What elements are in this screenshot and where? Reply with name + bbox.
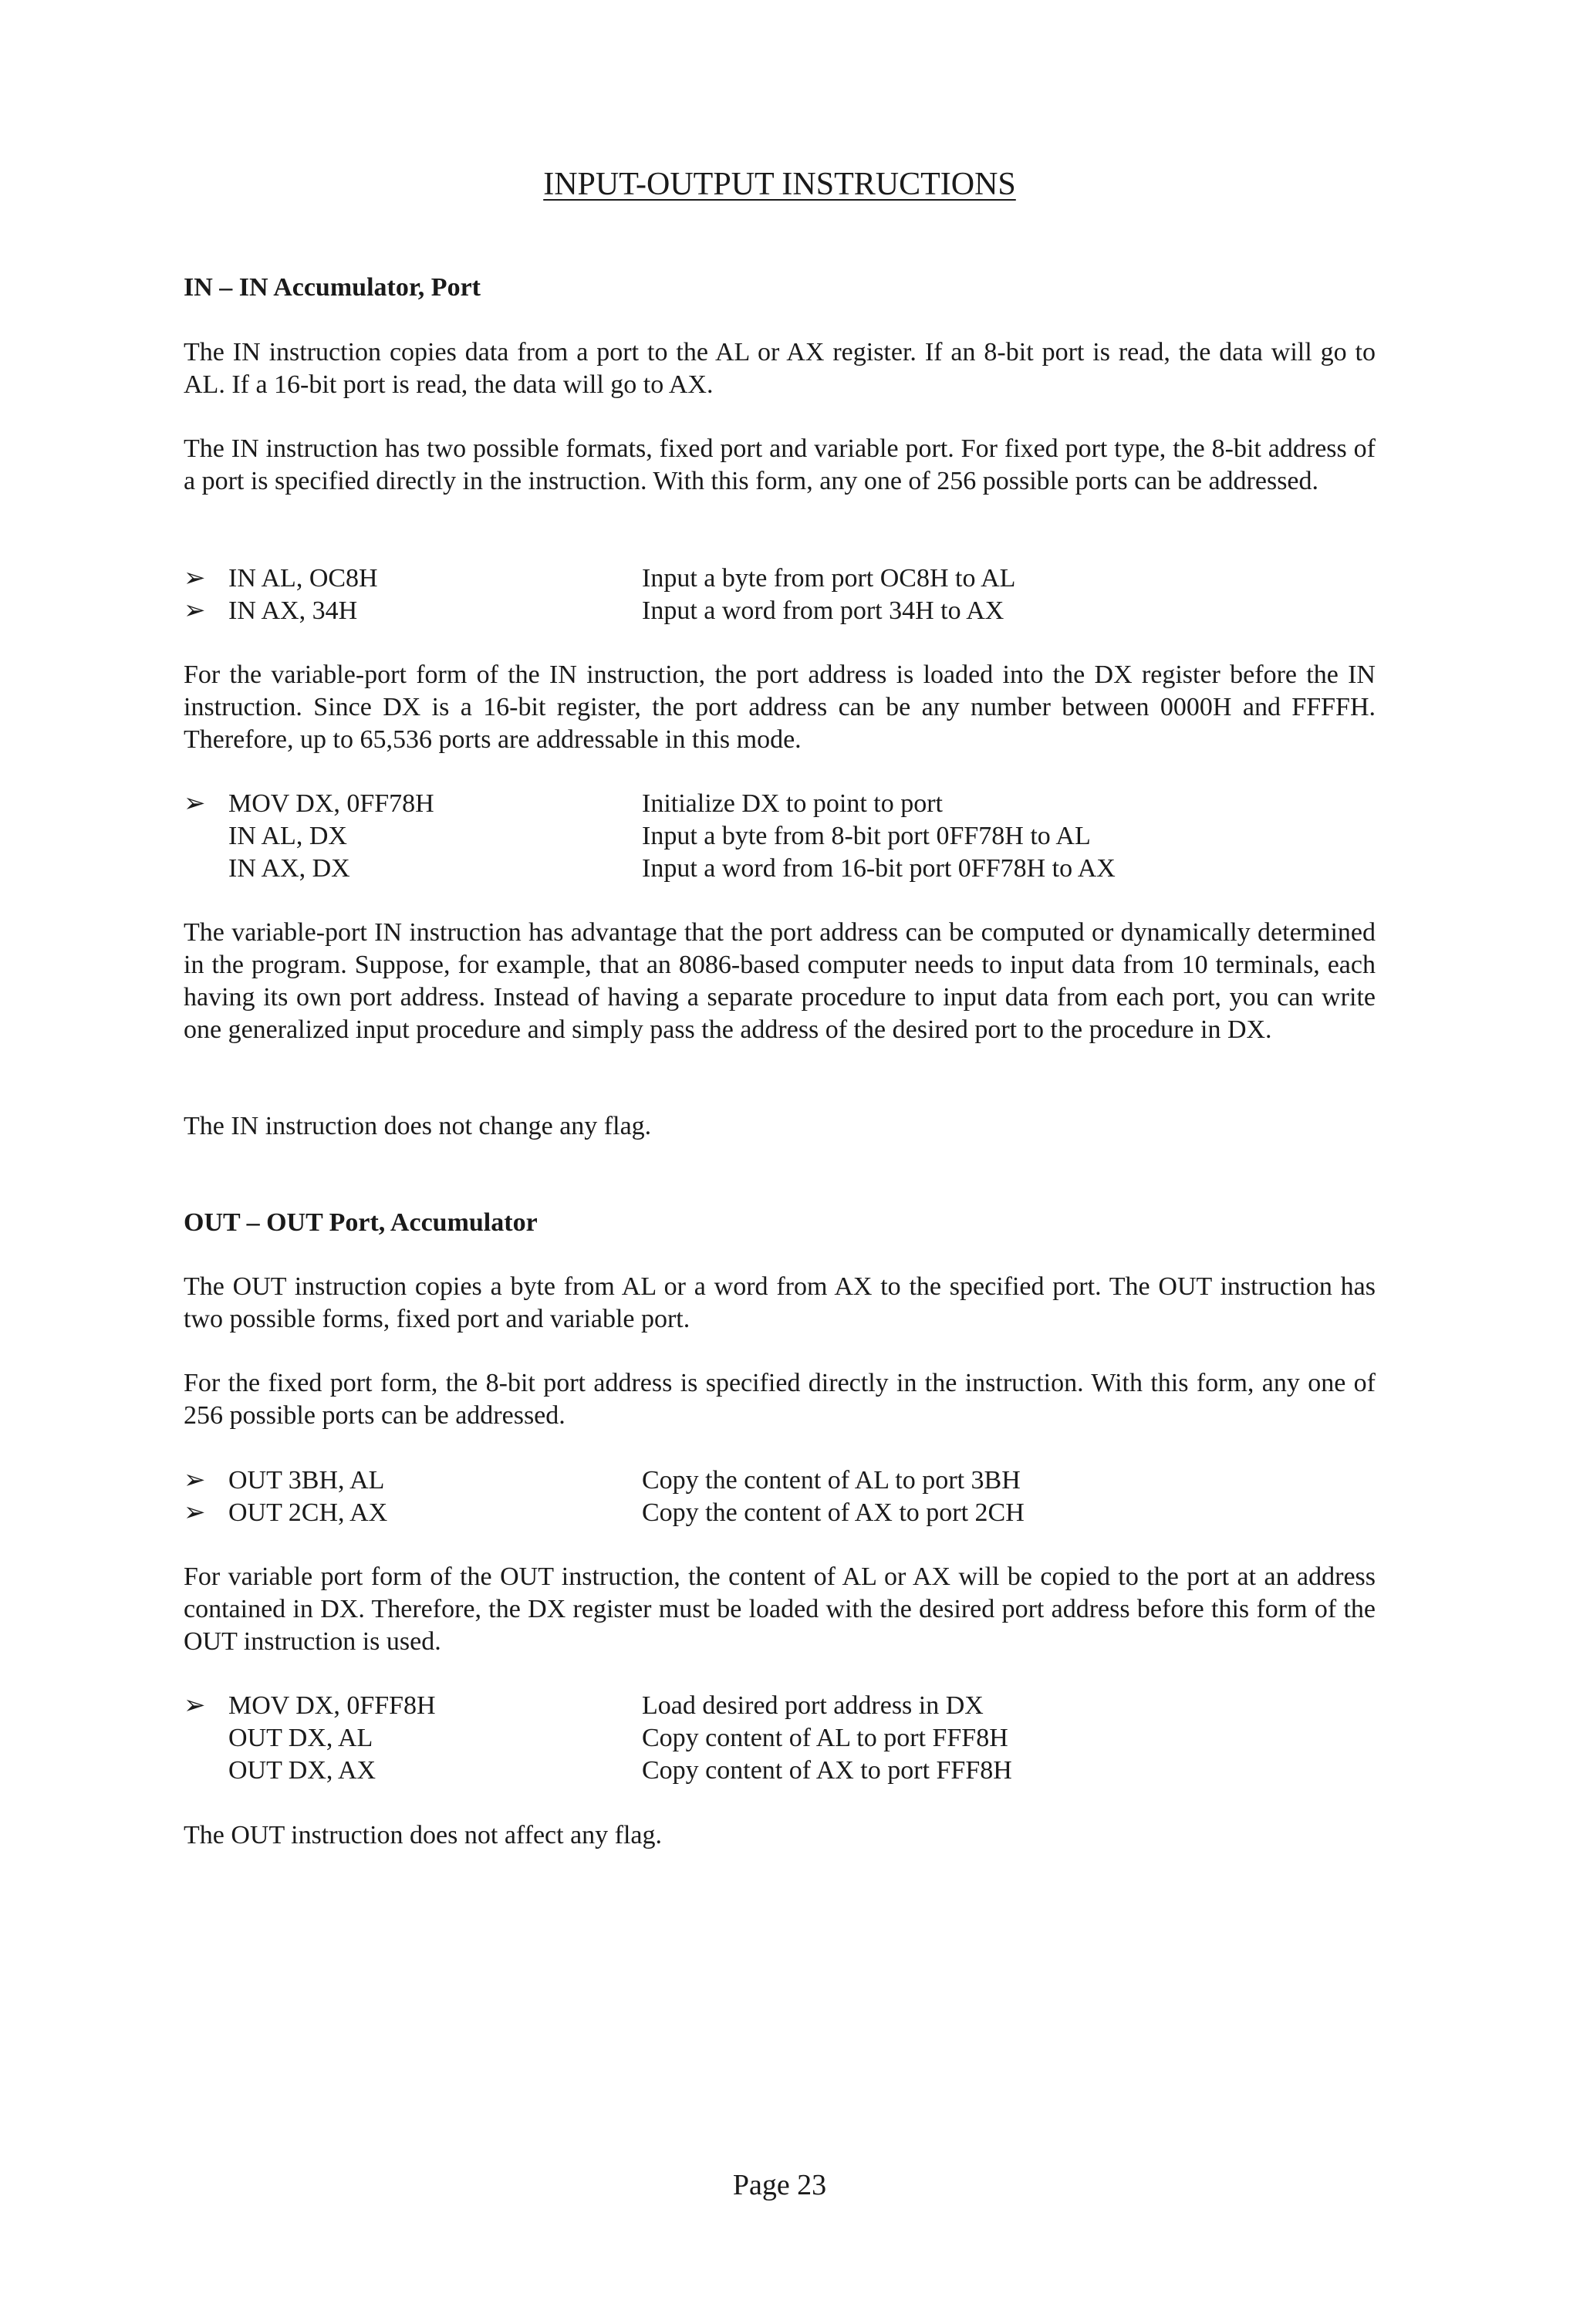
instruction-description: Input a word from port 34H to AX xyxy=(642,596,1004,625)
code-row xyxy=(184,1497,1376,1529)
instruction-code: MOV DX, 0FF78H xyxy=(228,789,434,818)
instruction-description: Copy content of AL to port FFF8H xyxy=(642,1724,1008,1752)
in-variable-examples xyxy=(184,788,1376,885)
instruction-code: IN AX, 34H xyxy=(228,596,358,625)
code-row xyxy=(184,1755,1376,1787)
instruction-description: Copy content of AX to port FFF8H xyxy=(642,1756,1012,1785)
instruction-description: Load desired port address in DX xyxy=(642,1691,984,1720)
page-title: INPUT-OUTPUT INSTRUCTIONS xyxy=(543,167,1016,202)
instruction-description: Copy the content of AL to port 3BH xyxy=(642,1466,1021,1495)
instruction-code: IN AX, DX xyxy=(228,854,350,883)
arrow-bullet-icon: ➢ xyxy=(184,1466,206,1495)
instruction-code: IN AL, DX xyxy=(228,822,347,850)
code-row xyxy=(184,595,1376,627)
code-row xyxy=(184,1722,1376,1755)
in-fixed-examples xyxy=(184,562,1376,627)
out-paragraph-3: For variable port form of the OUT instruction, the content of AL or AX will be copied to the port at an address contained in DX. Therefore, the DX register must be loaded with the desired port address before this form of the OUT instruction is used. xyxy=(184,1562,1376,1656)
in-paragraph-1: The IN instruction copies data from a port to the AL or AX register. If an 8-bit port is read, the data will go to AL. If a 16-bit port is read, the data will go to AX. xyxy=(184,338,1376,399)
in-paragraph-3: For the variable-port form of the IN instruction, the port address is loaded into the DX register before the IN instruction. Since DX is a 16-bit register, the port address can be any number between 0000H and FFFFH. Therefore, up to 65,536 ports are addressable in this mode. xyxy=(184,660,1376,754)
arrow-bullet-icon: ➢ xyxy=(184,789,206,818)
code-row xyxy=(184,1464,1376,1497)
instruction-code: MOV DX, 0FFF8H xyxy=(228,1691,436,1720)
instruction-description: Input a word from 16-bit port 0FF78H to AX xyxy=(642,854,1116,883)
page-number: Page 23 xyxy=(732,2169,827,2201)
instruction-description: Input a byte from 8-bit port 0FF78H to AL xyxy=(642,822,1091,850)
instruction-code: OUT DX, AL xyxy=(228,1724,373,1752)
document-page xyxy=(184,0,1376,2324)
in-paragraph-4: The variable-port IN instruction has advantage that the port address can be computed or dynamically determined in the program. Suppose, for example, that an 8086-based computer needs to input data from 10 terminals, each having its own port address. Instead of having a separate procedure to input data from each port, you can write one generalized input procedure and simply pass the address of the desired port to the procedure in DX. xyxy=(184,918,1376,1044)
arrow-bullet-icon: ➢ xyxy=(184,1498,206,1527)
out-paragraph-2: For the fixed port form, the 8-bit port address is specified directly in the instruction. With this form, any one of 256 possible ports can be addressed. xyxy=(184,1369,1376,1430)
code-row xyxy=(184,820,1376,853)
code-row xyxy=(184,1690,1376,1722)
instruction-code: IN AL, OC8H xyxy=(228,564,378,593)
in-paragraph-2: The IN instruction has two possible formats, fixed port and variable port. For fixed port type, the 8-bit address of a port is specified directly in the instruction. With this form, any one of 256 possible ports can be addressed. xyxy=(184,434,1376,495)
out-section-heading: OUT – OUT Port, Accumulator xyxy=(184,1208,538,1237)
out-paragraph-4: The OUT instruction does not affect any flag. xyxy=(184,1821,663,1849)
instruction-code: OUT DX, AX xyxy=(228,1756,376,1785)
instruction-description: Input a byte from port OC8H to AL xyxy=(642,564,1016,593)
instruction-code: OUT 3BH, AL xyxy=(228,1466,385,1495)
arrow-bullet-icon: ➢ xyxy=(184,564,206,593)
arrow-bullet-icon: ➢ xyxy=(184,1691,206,1720)
out-fixed-examples xyxy=(184,1464,1376,1529)
instruction-description: Copy the content of AX to port 2CH xyxy=(642,1498,1025,1527)
in-section-heading: IN – IN Accumulator, Port xyxy=(184,273,481,302)
out-paragraph-1: The OUT instruction copies a byte from AL or a word from AX to the specified port. The OUT instruction has two possible forms, fixed port and variable port. xyxy=(184,1272,1376,1333)
instruction-description: Initialize DX to point to port xyxy=(642,789,943,818)
code-row xyxy=(184,562,1376,595)
code-row xyxy=(184,853,1376,885)
instruction-code: OUT 2CH, AX xyxy=(228,1498,388,1527)
arrow-bullet-icon: ➢ xyxy=(184,596,206,625)
out-variable-examples xyxy=(184,1690,1376,1787)
in-paragraph-5: The IN instruction does not change any flag. xyxy=(184,1112,652,1140)
code-row xyxy=(184,788,1376,820)
